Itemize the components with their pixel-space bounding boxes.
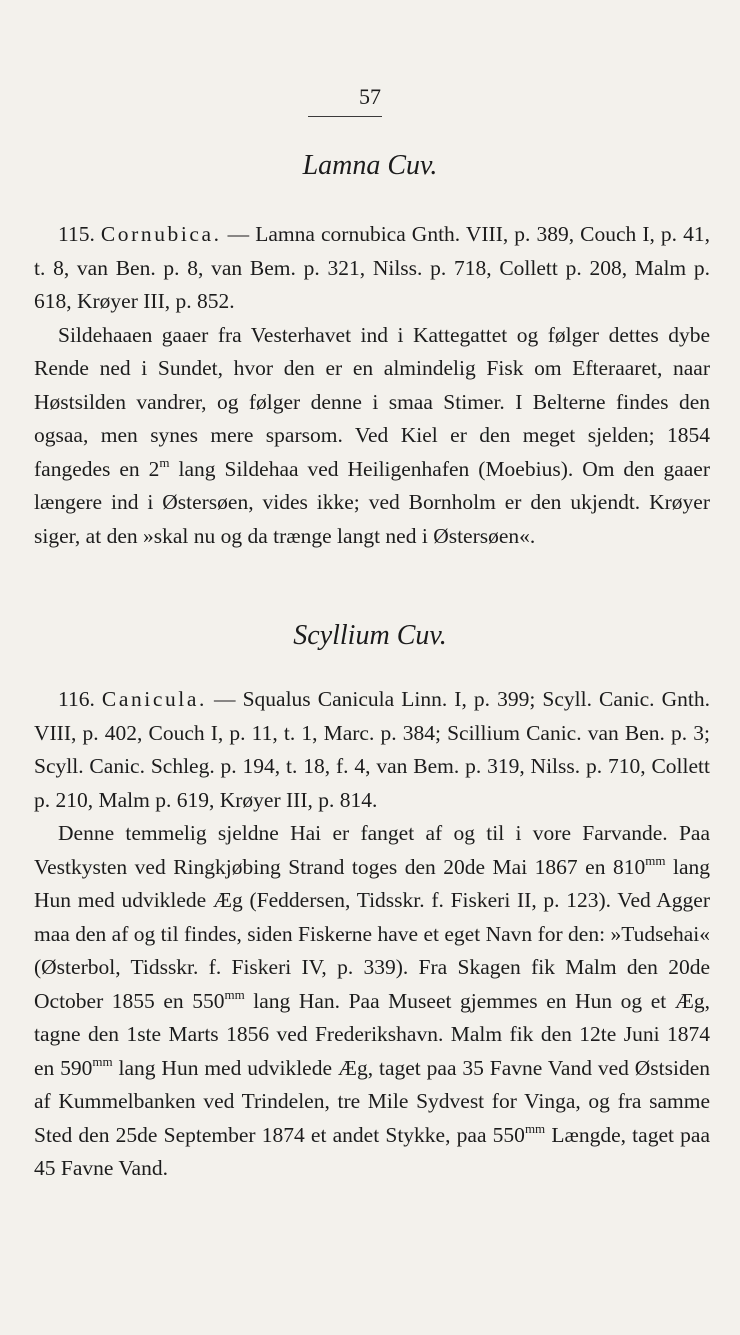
entry-number: 115.: [58, 222, 95, 246]
unit-superscript: mm: [524, 1120, 546, 1136]
distribution-paragraph: Denne temmelig sjeldne Hai er fanget af og til i vore Farvande. Paa Vestkysten ved Ringkjøbing Strand toges den 20de Mai 1867 en $810^{mm}$ lang Hun med udviklede Æg (Feddersen, Tidsskr. f. Fiskeri II, p. 123). Ved Agger maa den af og til findes, siden Fiskerne have et eget Navn for den: »Tudsehai« (Østerbol, Tidsskr. f. Fiskeri IV, p. 339). Fra Skagen fik Malm den 20de October 1855 en $550^{mm}$ lang Han. Paa Museet gjemmes en Hun og et Æg, tagne den 1ste Marts 1856 ved Frederikshavn. Malm fik den 12te Juni 1874 en $590^{mm}$ lang Hun med udviklede Æg, taget paa 35 Favne Vand ved Østsiden af Kummelbanken ved Trindelen, tre Mile Sydvest for Vinga, og fra samme Sted den 25de September 1874 et andet Stykke, paa $550^{mm}$ Længde, taget paa 45 Favne Vand.: [34, 821, 711, 1180]
synonymy-references: — Squalus Canicula Linn. I, p. 399; Scyll. Canic. Gnth. VIII, p. 402, Couch I, p. 11, t. 1, Marc. p. 384; Scillium Canic. van Ben. p. 3; Scyll. Canic. Schleg. p. 194, t. 18, f. 4, van Bem. p. 319, Nilss. p. 710, Collett p. 210, Malm p. 619, Krøyer III, p. 814.: [34, 687, 711, 812]
unit-superscript: m: [159, 454, 170, 470]
genus-author: Cuv.: [387, 150, 438, 181]
unit-superscript: mm: [224, 986, 245, 1002]
page-number-rule: [308, 116, 382, 117]
synonymy-references: — Lamna cornubica Gnth. VIII, p. 389, Couch I, p. 41, t. 8, van Ben. p. 8, van Bem. p. 321, Nilss. p. 718, Collett p. 208, Malm p. 618, Krøyer III, p. 852.: [34, 222, 710, 313]
entry-number: 116.: [58, 687, 95, 711]
species-name: Canicula.: [101, 687, 207, 711]
scyllium-section: [34, 683, 710, 1186]
species-name: Cornubica.: [100, 222, 222, 246]
genus-author: Cuv.: [396, 620, 447, 651]
genus-name: Scyllium: [293, 620, 390, 651]
genus-heading-lamna: [0, 150, 740, 182]
distribution-paragraph: Sildehaaen gaaer fra Vesterhavet ind i Kattegattet og følger dettes dybe Rende ned i Sundet, hvor den er en almindelig Fisk om Efteraaret, naar Høstsilden vandrer, og følger denne i smaa Stimer. I Belterne findes den ogsaa, men synes mere sparsom. Ved Kiel er den meget sjelden; 1854 fangedes en 2$^m$ lang Sildehaa ved Heiligenhafen (Moebius). Om den gaaer længere ind i Østersøen, vides ikke; ved Bornholm er den ukjendt. Krøyer siger, at den »skal nu og da trænge langt ned i Østersøen«.: [34, 322, 710, 548]
unit-superscript: mm: [645, 852, 666, 868]
species-entry-115: [34, 218, 710, 319]
lamna-section: [34, 218, 710, 553]
page-number: 57: [359, 84, 381, 109]
unit-superscript: mm: [92, 1053, 113, 1069]
species-entry-116: [34, 683, 710, 817]
genus-name: Lamna: [302, 150, 381, 181]
genus-heading-scyllium: [0, 620, 740, 652]
